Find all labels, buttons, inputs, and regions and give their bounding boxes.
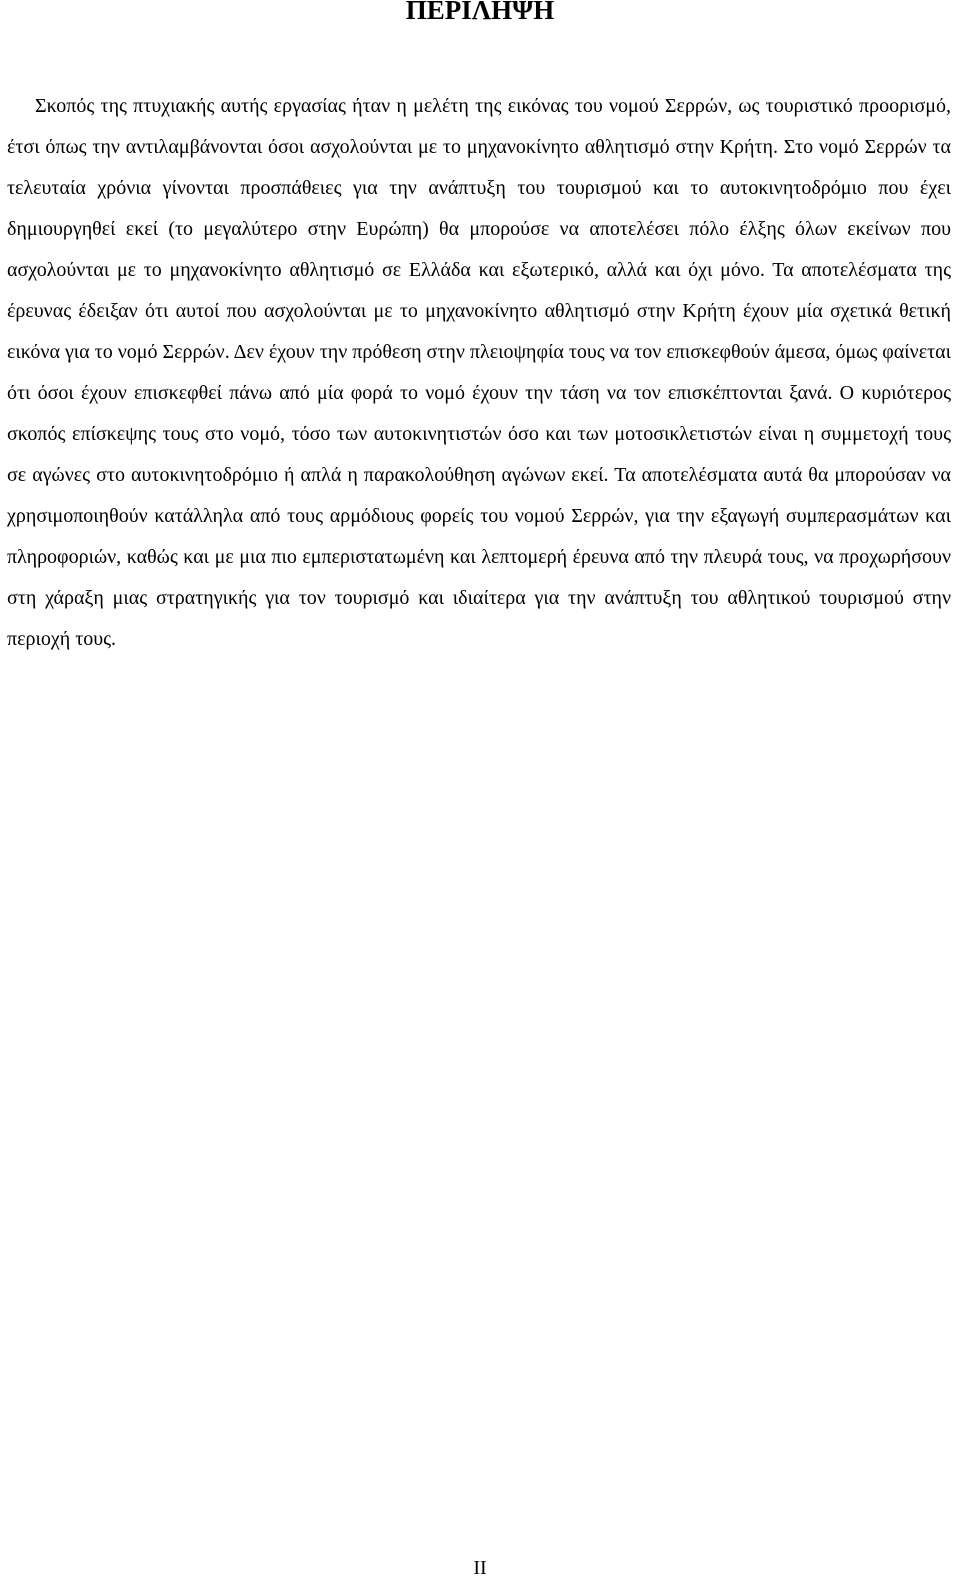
page-title: ΠΕΡΙΛΗΨΗ xyxy=(405,0,555,25)
abstract-paragraph: Σκοπός της πτυχιακής αυτής εργασίας ήταν η μελέτη της εικόνας του νομού Σερρών, ως τουριστικό προορισμό, έτσι όπως την αντιλαμβάνονται όσοι ασχολούνται με το μηχανοκίνητο αθλητισμό στην Κρήτη. Στο νομό Σερρών τα τελευταία χρόνια γίνονται προσπάθειες για την ανάπτυξη του τουρισμού και το αυτοκινητοδρόμιο που έχει δημιουργηθεί εκεί (το μεγαλύτερο στην Ευρώπη) θα μπορούσε να αποτελέσει πόλο έλξης όλων εκείνων που ασχολούνται με το μηχανοκίνητο αθλητισμό σε Ελλάδα και εξωτερικό, αλλά και όχι μόνο. Τα αποτελέσματα της έρευνας έδειξαν ότι αυτοί που ασχολούνται με το μηχανοκίνητο αθλητισμό στην Κρήτη έχουν μία σχετικά θετική εικόνα για το νομό Σερρών. Δεν έχουν την πρόθεση στην πλειοψηφία τους να τον επισκεφθούν άμεσα, όμως φαίνεται ότι όσοι έχουν επισκεφθεί πάνω από μία φορά το νομό έχουν την τάση να τον επισκέπτονται ξανά. Ο κυριότερος σκοπός επίσκεψης τους στο νομό, τόσο των αυτοκινητιστών όσο και των μοτοσικλετιστών είναι η συμμετοχή τους σε αγώνες στο αυτοκινητοδρόμιο ή απλά η παρακολούθηση αγώνων εκεί. Τα αποτελέσματα αυτά θα μπορούσαν να χρησιμοποιηθούν κατάλληλα από τους αρμόδιους φορείς του νομού Σερρών, για την εξαγωγή συμπερασμάτων και πληροφοριών, καθώς και με μια πιο εμπεριστατωμένη και λεπτομερή έρευνα από την πλευρά τους, να προχωρήσουν στη χάραξη μιας στρατηγικής για τον τουρισμό και ιδιαίτερα για την ανάπτυξη του αθλητικού τουρισμού στην περιοχή τους. xyxy=(7,95,951,650)
page-number: II xyxy=(473,1557,487,1579)
